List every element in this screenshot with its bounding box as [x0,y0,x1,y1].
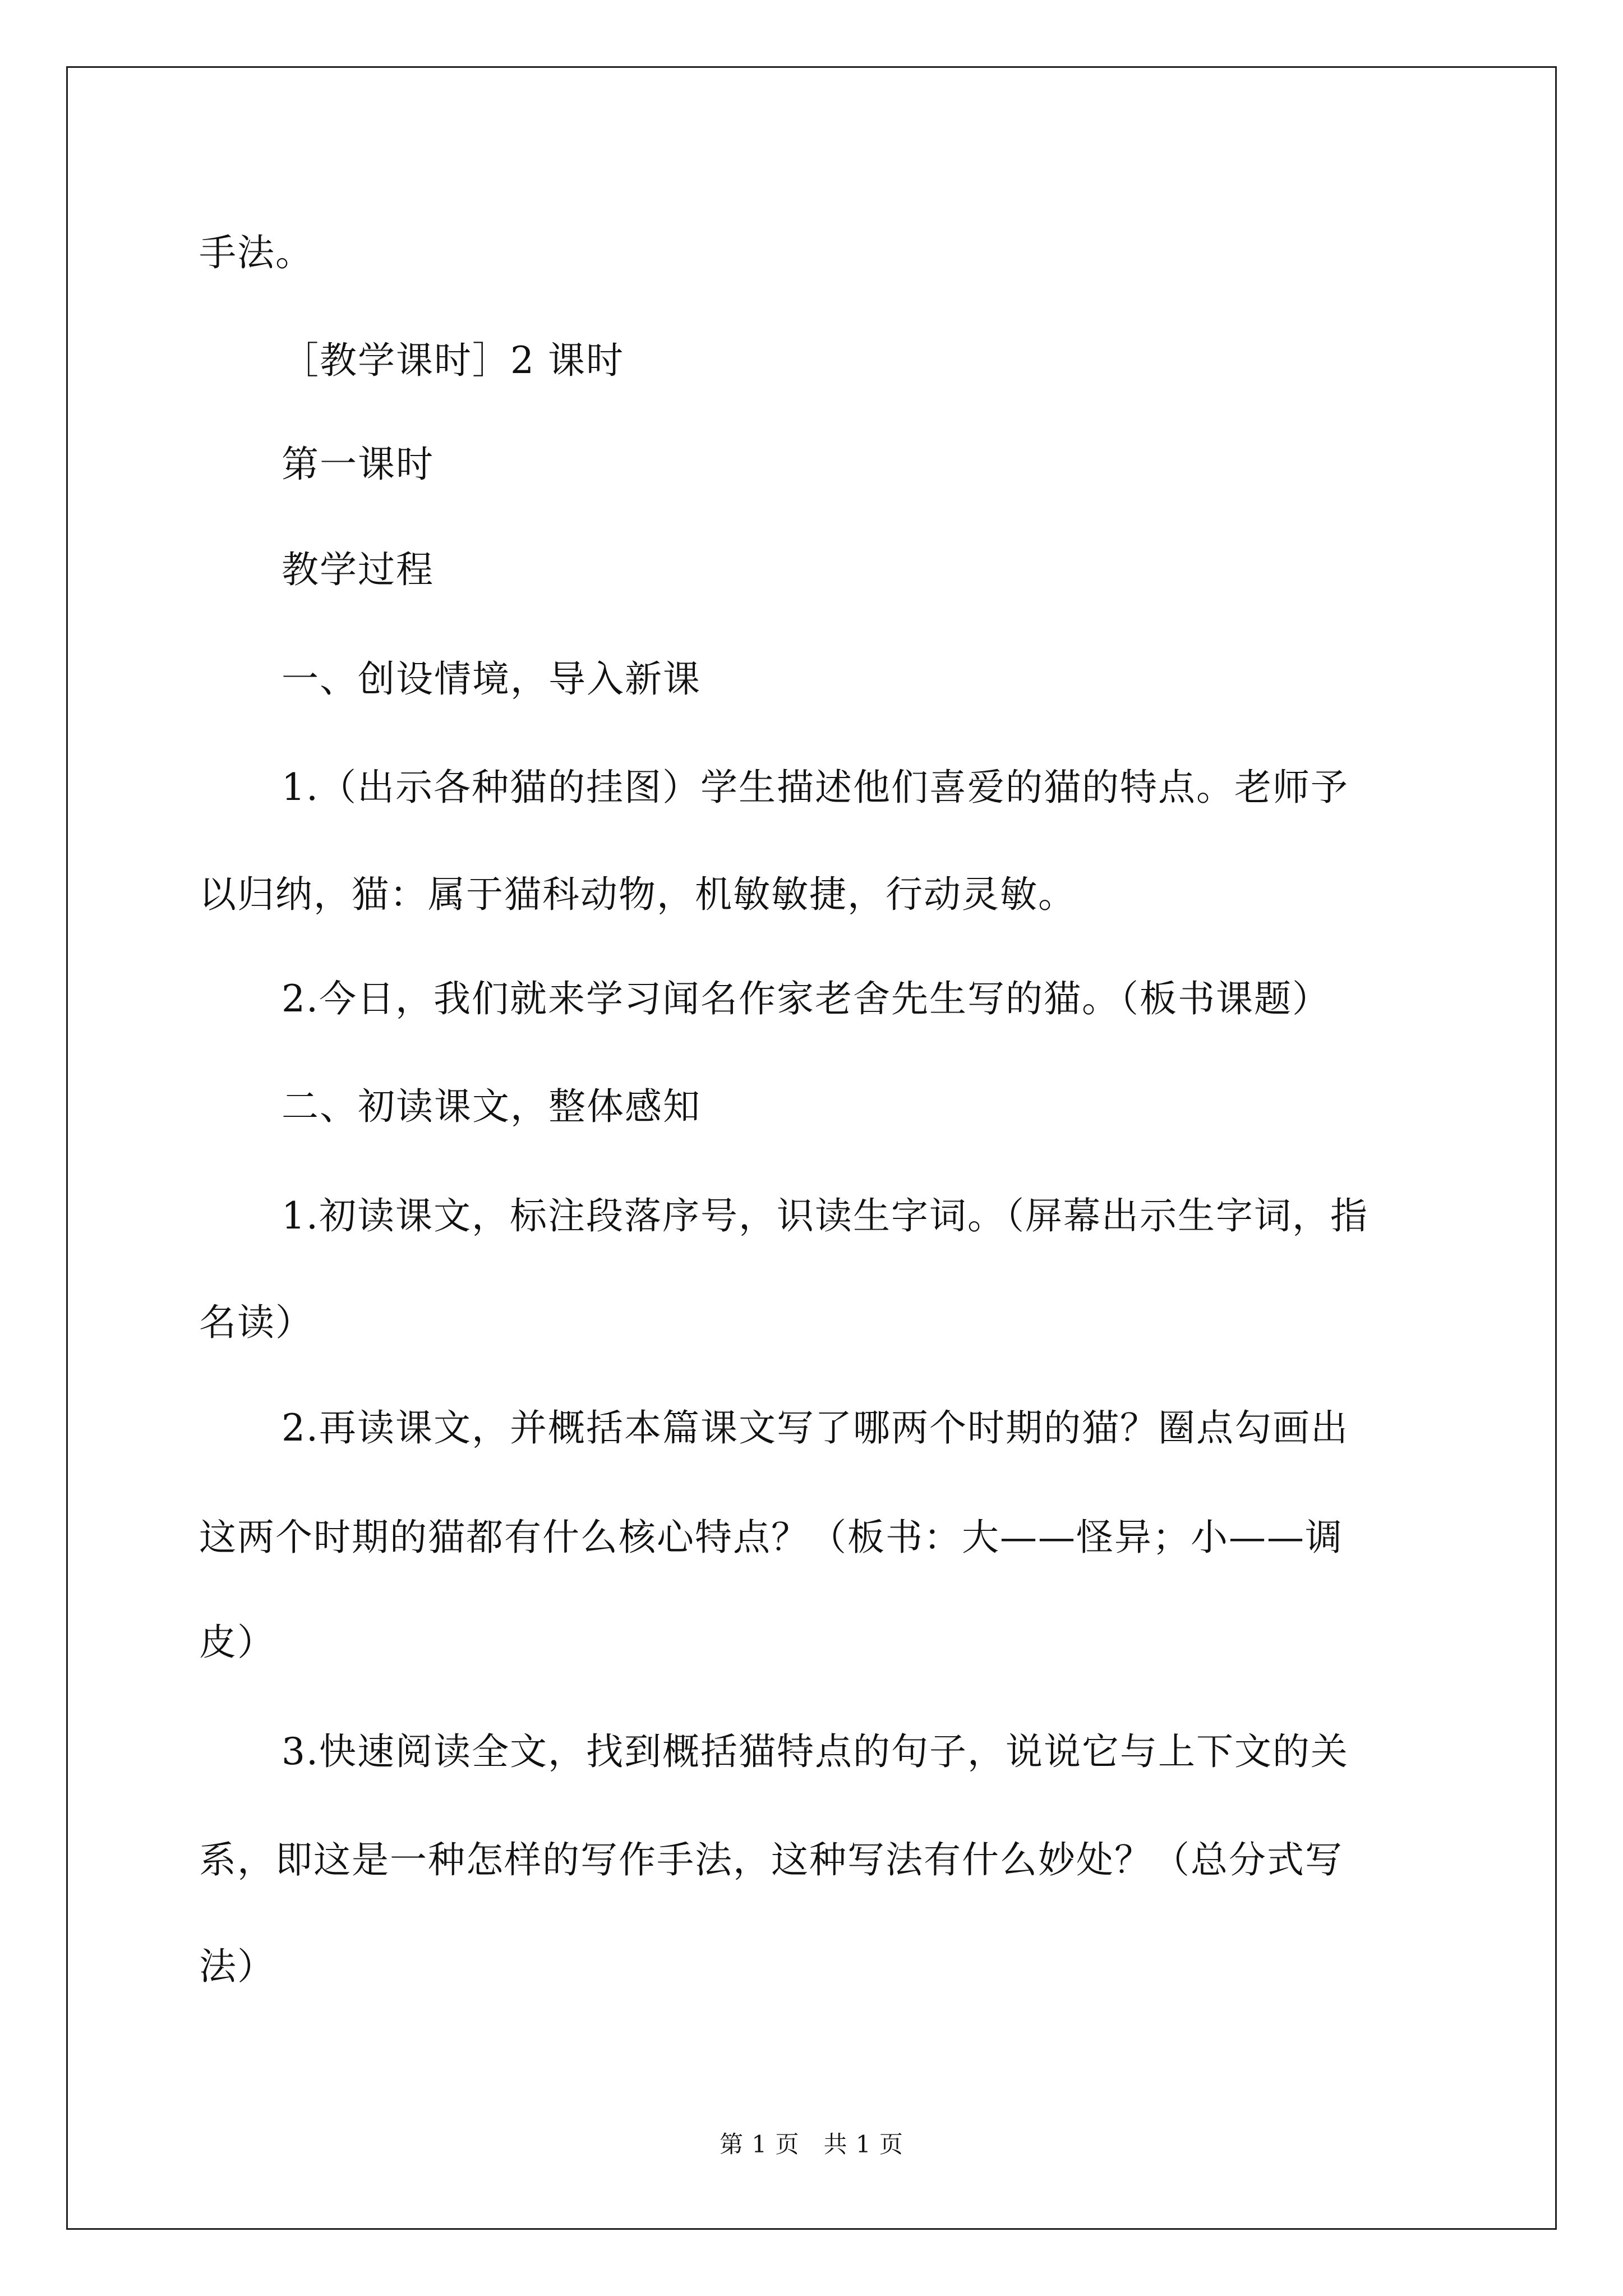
text-line: 第一课时 [282,443,434,486]
section-heading: 二、初读课文，整体感知 [282,1085,701,1128]
text-line: 这两个时期的猫都有什么核心特点？（板书：大——怪异；小——调 [199,1516,1343,1559]
text-line: 皮） [199,1621,275,1664]
page-border [66,66,1557,2230]
text-line: 1.初读课文，标注段落序号，识读生字词。（屏幕出示生字词，指 [282,1194,1368,1237]
text-line: 教学过程 [282,548,434,591]
page-number: 第 1 页 共 1 页 [720,2131,903,2158]
text-line: 手法。 [199,231,313,274]
text-line: 2.今日，我们就来学习闻名作家老舍先生写的猫。（板书课题） [282,977,1330,1020]
section-heading: 一、创设情境，导入新课 [282,657,701,701]
text-line: 名读） [199,1301,313,1344]
text-line: ［教学课时］2 课时 [282,339,624,382]
text-line: 2.再读课文，并概括本篇课文写了哪两个时期的猫？圈点勾画出 [282,1406,1349,1450]
text-line: 系，即这是一种怎样的写作手法，这种写法有什么妙处？（总分式写 [199,1838,1343,1881]
text-line: 1.（出示各种猫的挂图）学生描述他们喜爱的猫的特点。老师予 [282,766,1349,809]
text-line: 3.快速阅读全文，找到概括猫特点的句子，说说它与上下文的关 [282,1730,1349,1773]
text-line: 法） [199,1945,275,1988]
text-line: 以归纳，猫：属于猫科动物，机敏敏捷，行动灵敏。 [199,873,1076,916]
